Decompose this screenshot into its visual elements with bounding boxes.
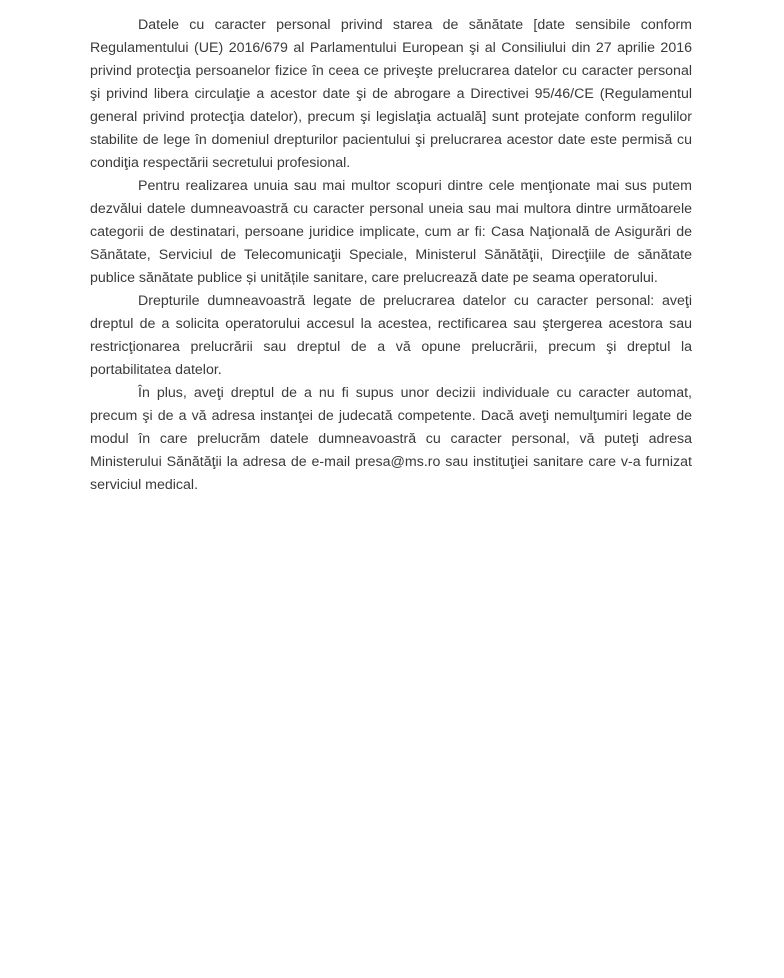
document-body <box>90 14 692 497</box>
paragraph-health-data: Datele cu caracter personal privind starea de sănătate [date sensibile conform Regulamentului (UE) 2016/679 al Parlamentului European şi al Consiliului din 27 aprilie 2016 privind protecţia persoanelor fizice în ceea ce priveşte prelucrarea datelor cu caracter personal şi privind libera circulaţie a acestor date şi de abrogare a Directivei 95/46/CE (Regulamentul general privind protecţia datelor), precum şi legislaţia actuală] sunt protejate conform regulilor stabilite de lege în domeniul drepturilor pacientului şi prelucrarea acestor date este permisă cu condiţia respectării secretului profesional. <box>90 17 692 171</box>
paragraph-complaints: În plus, aveţi dreptul de a nu fi supus unor decizii individuale cu caracter automat, precum şi de a vă adresa instanţei de judecată competente. Dacă aveţi nemulţumiri legate de modul în care prelucrăm datele dumneavoastră cu caracter personal, vă puteţi adresa Ministerului Sănătăţii la adresa de e-mail presa@ms.ro sau instituţiei sanitare care v-a furnizat serviciul medical. <box>90 385 692 493</box>
paragraph-recipients: Pentru realizarea unuia sau mai multor scopuri dintre cele menţionate mai sus putem dezvălui datele dumneavoastră cu caracter personal uneia sau mai multora dintre următoarele categorii de destinatari, persoane juridice implicate, cum ar fi: Casa Naţională de Asigurări de Sănătate, Serviciul de Telecomunicaţii Speciale, Ministerul Sănătăţii, Direcţiile de sănătate publice sănătate publice și unitățile sanitare, care prelucrează date pe seama operatorului. <box>90 178 692 286</box>
paragraph-rights: Drepturile dumneavoastră legate de prelucrarea datelor cu caracter personal: aveţi dreptul de a solicita operatorului accesul la acestea, rectificarea sau ştergerea acestora sau restricţionarea prelucrării sau dreptul de a vă opune prelucrării, precum şi dreptul la portabilitatea datelor. <box>90 293 692 378</box>
